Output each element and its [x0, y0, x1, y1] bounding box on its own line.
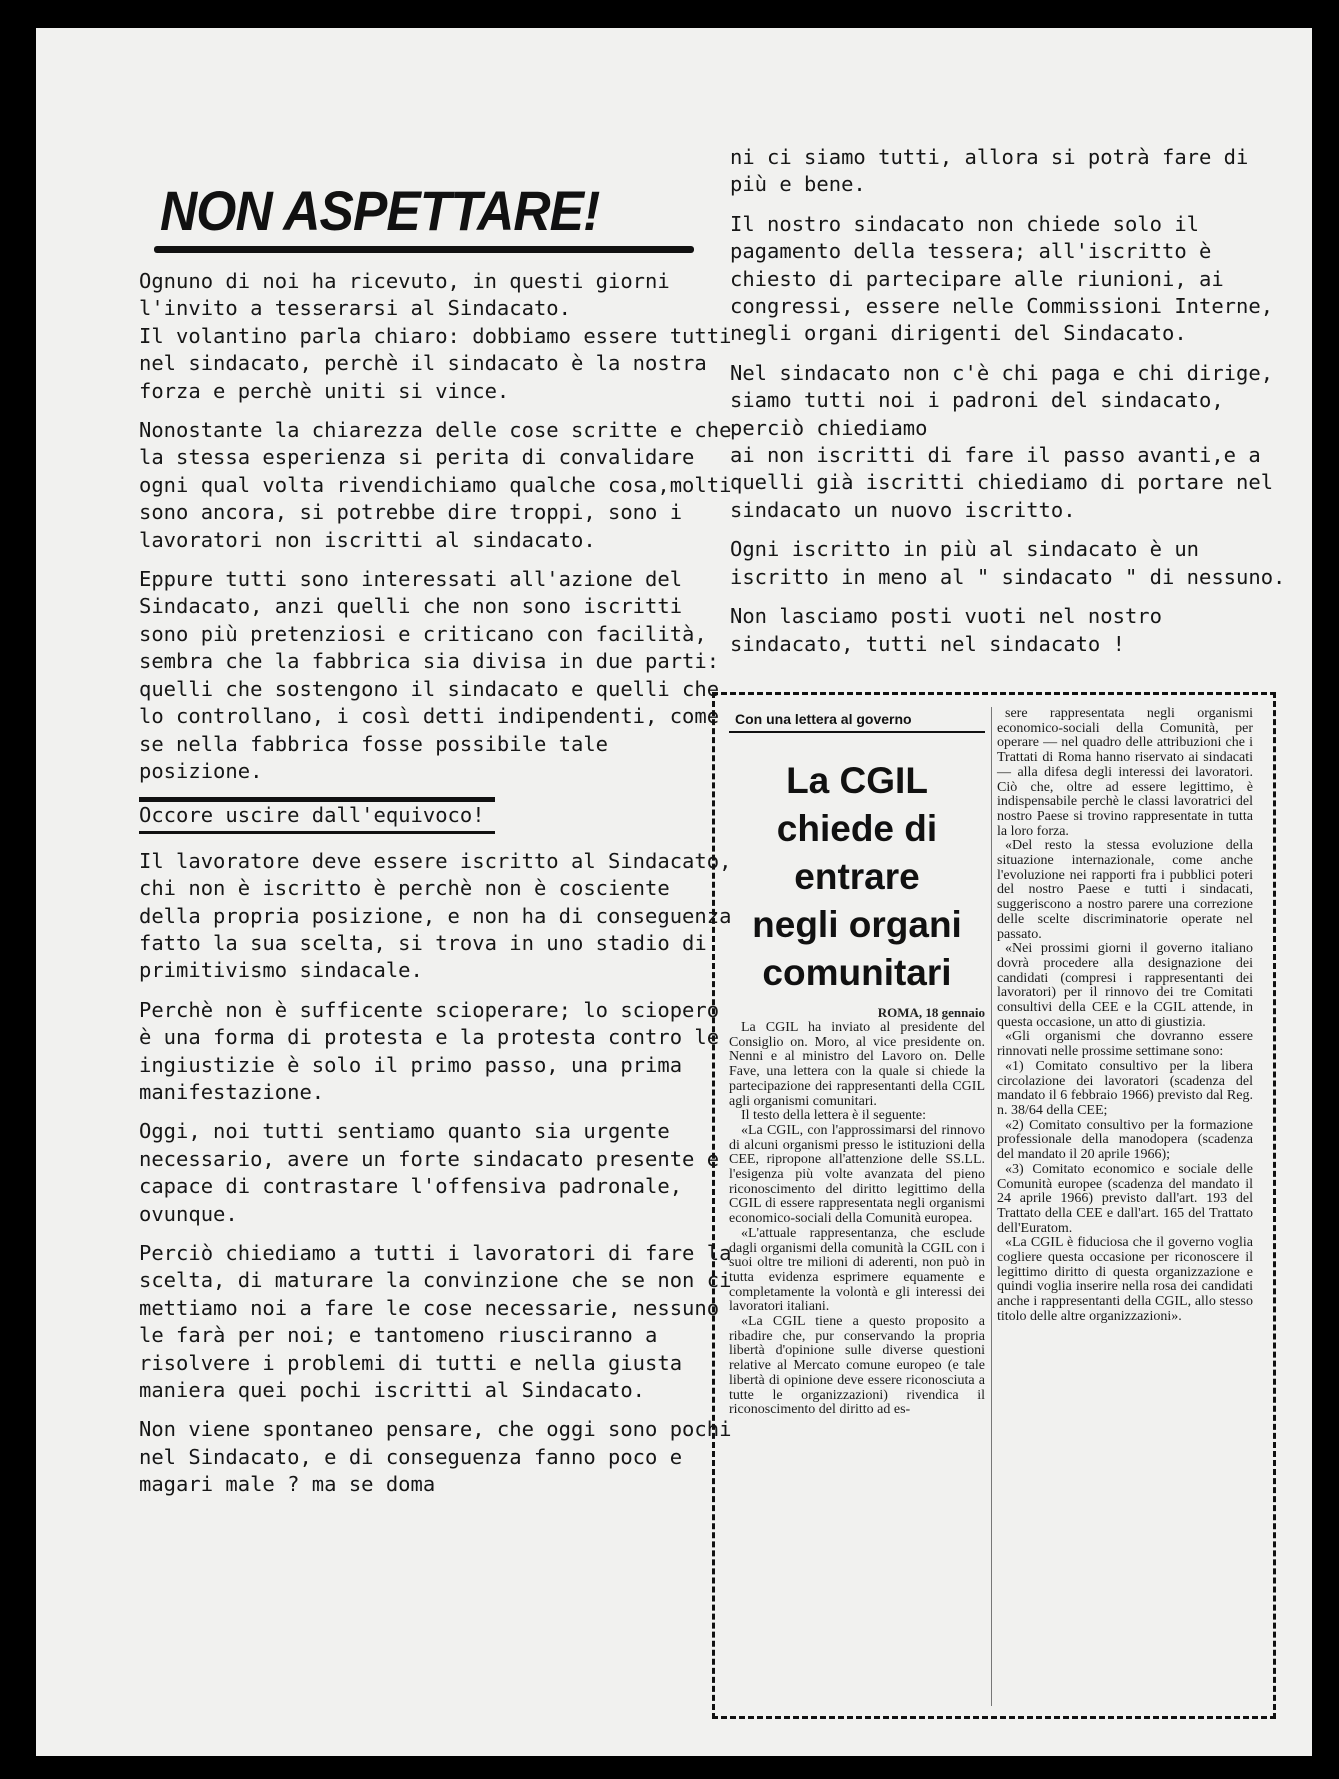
- left-paragraph: Nonostante la chiarezza delle cose scritte e che la stessa esperienza si perita di convalidare ogni qual volta rivendichiamo qualche cosa,molti sono ancora, si potrebbe dire troppi, sono i lavoratori non iscritti al sindacato.: [139, 418, 732, 552]
- clipping-paragraph: La CGIL ha inviato al presidente del Consiglio on. Moro, al vice presidente on. Nenni e al ministro del Lavoro on. Delle Fave, una lettera con la quale si chiede la partecipazione dei rappresentanti della CGIL agli organismi comunitari.: [729, 1020, 985, 1109]
- left-paragraph: Oggi, noi tutti sentiamo quanto sia urgente necessario, avere un forte sindacato presente e capace di contrastare l'offensiva padronale, ovunque.: [139, 1119, 720, 1226]
- right-paragraph: ni ci siamo tutti, allora si potrà fare di più e bene.: [730, 145, 1249, 197]
- clipping-paragraph: «2) Comitato consultivo per la formazione professionale della manodopera (scadenza del mandato il 20 aprile 1966);: [997, 1117, 1253, 1163]
- right-column: [730, 144, 1290, 670]
- clipping-paragraph: «La CGIL tiene a questo proposito a ribadire che, pur conservando la propria libertà d'opinione sulle diverse questioni relative al Mercato comune europeo (e tale libertà di opinione deve essere riconosciuta a tutte le organizzazioni) rivendica il riconoscimento del diritto ad es-: [729, 1314, 985, 1418]
- clipping-right-column: [997, 707, 1253, 1706]
- clipping-left-column: [729, 707, 985, 1706]
- clipping-paragraph: «La CGIL è fiduciosa che il governo voglia cogliere questa occasione per riconoscere il legittimo diritto di questa organizzazione e quindi voglia inserire nella rosa dei candidati anche i rappresentanti della CGIL, allo stesso titolo delle altre organizzazioni».: [997, 1235, 1253, 1324]
- clipping-paragraph: «3) Comitato economico e sociale delle Comunità europee (scadenza del mandato il 24 aprile 1966) previsto dall'art. 193 del Trattato della CEE e dall'art. 165 del Trattato dell'Euratom.: [997, 1161, 1253, 1236]
- clipping-paragraph: «La CGIL, con l'approssimarsi del rinnovo di alcuni organismi presso le istituzioni della CEE, ripropone all'attenzione delle SS.LL. l'esigenza più volte avanzata del pieno riconoscimento del diritto legittimo della CGIL di essere rappresentata negli organismi economico-sociali della Comunità europea.: [729, 1122, 985, 1227]
- clipping-dateline: ROMA, 18 gennaio: [877, 1005, 985, 1020]
- clipping-paragraph: «Del resto la stessa evoluzione della situazione internazionale, come anche l'evoluzione nei rapporti fra i pubblici poteri del nostro Paese e tutti i sindacati, suggeriscono a nostro parere una correzione delle scelte discriminatorie operate nel passato.: [997, 838, 1253, 942]
- section-subheading: Occore uscire dall'equivoco!: [139, 797, 495, 833]
- page-title: NON ASPETTARE!: [160, 179, 600, 242]
- left-paragraph: Non viene spontaneo pensare, che oggi sono pochi nel Sindacato, e di conseguenza fanno poco e magari male ? ma se doma: [139, 1417, 732, 1497]
- clipping-paragraph: «Nei prossimi giorni il governo italiano dovrà procedere alla designazione dei candidati (compresi i rappresentanti dei lavoratori) per il rinnovo dei tre Comitati consultivi della CEE e la CGIL attende, in questa occasione, un atto di giustizia.: [997, 941, 1253, 1030]
- newspaper-clipping: [712, 692, 1276, 1719]
- left-paragraph: Il lavoratore deve essere iscritto al Sindacato, chi non è iscritto è perchè non è cosciente della propria posizione, e non ha di conseguenza fatto la sua scelta, si trova in uno stadio di primitivismo sindacale.: [139, 848, 732, 983]
- left-paragraph: Perchè non è sufficente scioperare; lo sciopero è una forma di protesta e la protesta contro le ingiustizie è solo il primo passo, una prima manifestazione.: [139, 997, 720, 1104]
- right-paragraph: Ogni iscritto in più al sindacato è un iscritto in meno al " sindacato " di nessuno.: [730, 537, 1286, 589]
- clipping-paragraph: «L'attuale rappresentanza, che esclude dagli organismi della comunità la CGIL con i suoi oltre tre milioni di aderenti, non può in tutta evidenza esprimere equamente e completamente la volontà e gli interessi dei lavoratori italiani.: [729, 1225, 985, 1315]
- right-paragraph: Il nostro sindacato non chiede solo il pagamento della tessera; all'iscritto è chiesto di partecipare alle riunioni, ai congressi, essere nelle Commissioni Interne, negli organi dirigenti del Sindacato.: [730, 211, 1274, 346]
- clipping-paragraph: «Gli organismi che dovranno essere rinnovati nelle prossime settimane sono:: [997, 1029, 1253, 1060]
- left-paragraph: Ognuno di noi ha ricevuto, in questi giorni l'invito a tesserarsi al Sindacato. Il volantino parla chiaro: dobbiamo essere tutti nel sindacato, perchè il sindacato è la nostra forza e perchè uniti si vince.: [139, 269, 732, 403]
- clipping-paragraph: «1) Comitato consultivo per la libera circolazione dei lavoratori (scadenza del mandato il 6 febbraio 1966) previsto dal Reg. n. 38/64 della CEE;: [997, 1058, 1253, 1118]
- right-paragraph: Nel sindacato non c'è chi paga e chi dirige, siamo tutti noi i padroni del sindacato, perciò chiediamo ai non iscritti di fare il passo avanti,e a quelli già iscritti chiediamo di portare nel sindacato un nuovo iscritto.: [730, 360, 1274, 522]
- right-paragraph: Non lasciamo posti vuoti nel nostro sindacato, tutti nel sindacato !: [730, 604, 1162, 656]
- clipping-headline: La CGIL chiede di entrare negli organi comunitari: [752, 760, 962, 993]
- left-column: [139, 268, 739, 1511]
- title-underline: [154, 246, 694, 253]
- left-paragraph: Eppure tutti sono interessati all'azione del Sindacato, anzi quelli che non sono iscritti sono più pretenziosi e criticano con facilità, sembra che la fabbrica sia divisa in due parti: quelli che sostengono il sindacato e quelli che lo controllano, i così detti indipendenti, come se nella fabbrica fosse possibile tale posizione.: [139, 567, 720, 783]
- clipping-body: [729, 1021, 985, 1418]
- clipping-paragraph: Il testo della lettera è il seguente:: [741, 1108, 927, 1124]
- left-paragraph: Perciò chiediamo a tutti i lavoratori di fare la scelta, di maturare la convinzione che se non ci mettiamo noi a fare le cose necessarie, nessuno le farà per noi; e tantomeno riusciranno a risolvere i problemi di tutti e nella giusta maniera quei pochi iscritti al Sindacato.: [139, 1241, 732, 1403]
- column-divider: [991, 707, 992, 1706]
- clipping-overline: Con una lettera al governo: [729, 707, 985, 733]
- clipping-paragraph: sere rappresentata negli organismi economico-sociali della Comunità, per operare — nel quadro delle attribuzioni che i Trattati di Roma hanno riservato ai sindacati — alla difesa degli interessi dei lavoratori. Ciò che, oltre ad essere legittimo, è indispensabile perchè le classi lavoratrici del nostro Paese si trovino rappresentate in tutta la loro forza.: [997, 706, 1253, 839]
- flyer-page: [36, 28, 1312, 1756]
